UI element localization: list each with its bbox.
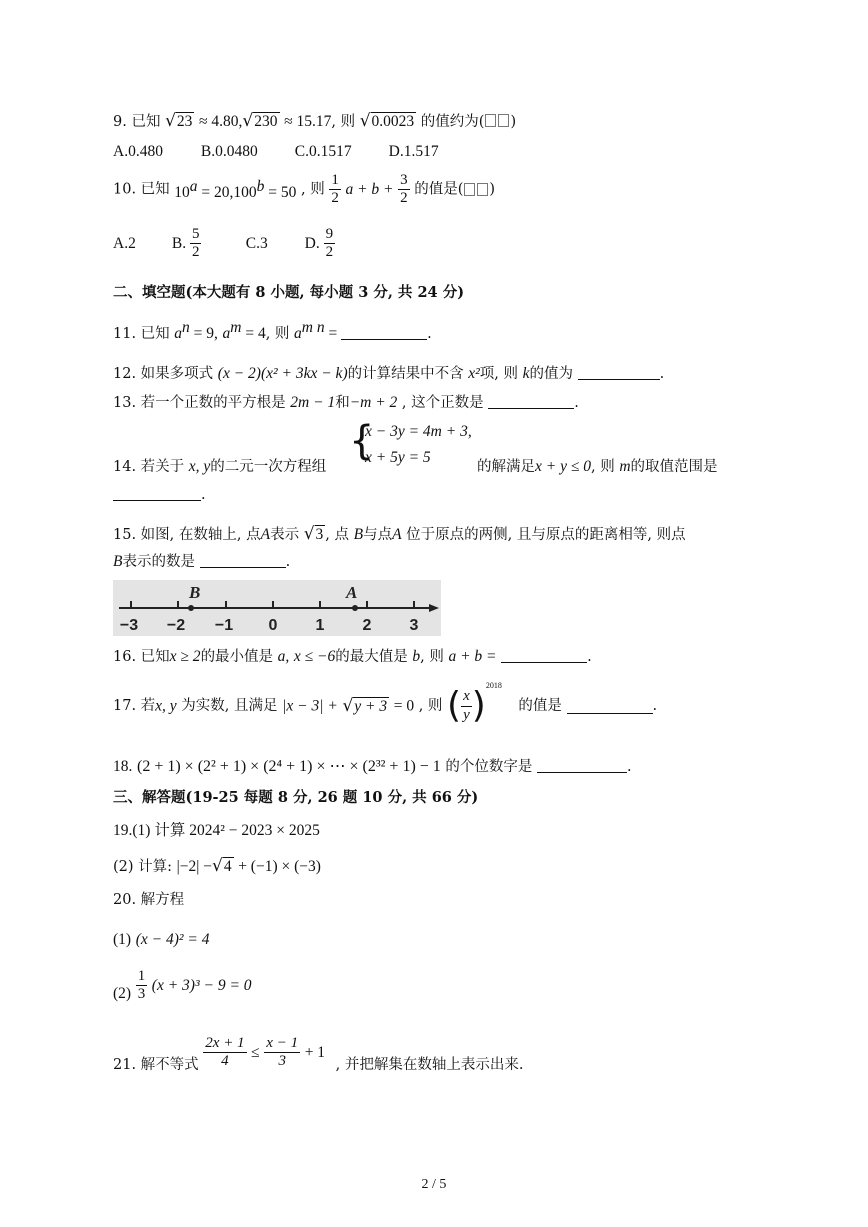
question-21: 21. 解不等式 $\frac{2x + 1}{4}$ ≤ $\frac{x - 1}{3}$ + 1 , 并把解集在数轴上表示出来. <box>113 1035 524 1073</box>
option-c: C.3 <box>245 235 268 252</box>
option-d: D. $\frac{9}{2}$ <box>304 226 334 261</box>
option-a: A.2 <box>113 235 136 252</box>
question-16: 16. 已知x ≥ 2的最小值是 a, x ≤ −6的最大值是 b, 则 a + b = . <box>113 648 592 665</box>
answer-blank[interactable] <box>537 758 627 773</box>
fraction-1-2: $\frac{1}{2}$ <box>331 172 339 207</box>
question-13: 13. 若一个正数的平方根是 2m − 1和−m + 2 , 这个正数是 . <box>113 394 579 411</box>
question-10-options <box>113 226 335 262</box>
sqrt-23: 23 <box>176 113 193 130</box>
question-20-part-2: (2) $\frac{1}{3}$ (x + 3)³ − 9 = 0 <box>113 968 252 1003</box>
tick-label: 0 <box>268 617 278 634</box>
tick-label: 1 <box>315 617 325 634</box>
answer-blank[interactable] <box>488 394 574 409</box>
section-3-heading: 三、解答题(19-25 每题 8 分, 26 题 10 分, 共 66 分) <box>113 789 479 806</box>
option-c: C.0.1517 <box>294 143 352 160</box>
question-14: 14. 若关于 x, y的二元一次方程组 <box>113 458 327 475</box>
blank-box <box>464 183 475 196</box>
system-equation-1: x − 3y = 4m + 3, <box>365 423 472 440</box>
point-a-label: A <box>346 583 358 602</box>
question-14-cont: 的解满足x + y ≤ 0, 则 m的取值范围是 <box>477 458 718 475</box>
blank-box <box>477 183 488 196</box>
question-15: 15. 如图, 在数轴上, 点A表示 √3 , 点 B与点A 位于原点的两侧, 且与原点的距离相等, 则点 <box>113 524 686 544</box>
answer-blank[interactable] <box>341 325 427 340</box>
number-line-figure <box>113 580 441 636</box>
question-20-title: 20. 解方程 <box>113 892 185 908</box>
blank-box <box>498 114 509 127</box>
section-2-heading: 二、填空题(本大题有 8 小题, 每小题 3 分, 共 24 分) <box>113 284 465 301</box>
question-10: 10. 已知 $10^a = 20,100^b = 50$ , 则 $\frac{1}{2}$ a + b + $\frac{3}{2}$ 的值是( ) <box>113 172 496 207</box>
answer-blank[interactable] <box>578 365 660 380</box>
tick-label: 2 <box>362 617 372 634</box>
answer-blank[interactable] <box>567 699 653 714</box>
system-brace: { <box>349 418 375 464</box>
question-20-part-1: (1) (x − 4)² = 4 <box>113 931 210 948</box>
question-18: 18. (2 + 1) × (2² + 1) × (2⁴ + 1) × ⋯ × (2³² + 1) − 1 的个位数字是 . <box>113 758 632 775</box>
option-b: B.0.0480 <box>200 143 258 160</box>
page-number: 2 / 5 <box>421 1177 447 1192</box>
answer-blank[interactable] <box>200 553 286 568</box>
number-line-svg <box>113 580 441 636</box>
tick-label: −3 <box>119 617 139 634</box>
question-15-line-2: B表示的数是 . <box>113 553 291 570</box>
system-equation-2: x + 5y = 5 <box>365 449 431 466</box>
question-11: 11. 已知 $a^n = 9$, $a^m = 4$, 则 $a^{m n}$ = . <box>113 319 432 342</box>
answer-blank[interactable] <box>501 648 587 663</box>
option-b: B. $\frac{5}{2}$ <box>171 226 200 261</box>
question-19-part-1: 19.(1) 计算 2024² − 2023 × 2025 <box>113 822 320 839</box>
option-d: D.1.517 <box>388 143 439 160</box>
question-17: 17. 若x, y 为实数, 且满足 |x − 3| + √y + 3 = 0 , 则 ( $\frac{x}{y}$ )$^{2018}$ 的值是 . <box>113 681 658 726</box>
fraction-3-2: $\frac{3}{2}$ <box>400 172 408 207</box>
question-12: 12. 如果多项式 (x − 2)(x² + 3kx − k)的计算结果中不含 x²项, 则 k的值为 . <box>113 365 665 382</box>
tick-label: −2 <box>166 617 186 634</box>
answer-blank[interactable] <box>113 486 201 501</box>
question-9-options <box>113 144 439 160</box>
tick-label: −1 <box>214 617 234 634</box>
question-9: 9. 已知 √23 ≈ 4.80,√230 ≈ 15.17, 则 √0.0023 的值约为( ) <box>113 111 517 131</box>
option-a: A.0.480 <box>113 143 163 160</box>
blank-box <box>485 114 496 127</box>
point-b-label: B <box>189 583 201 602</box>
tick-label: 3 <box>409 617 419 634</box>
question-14-blank: . <box>113 486 206 503</box>
question-19-part-2: (2) 计算: |−2| −√4 + (−1) × (−3) <box>113 856 321 876</box>
